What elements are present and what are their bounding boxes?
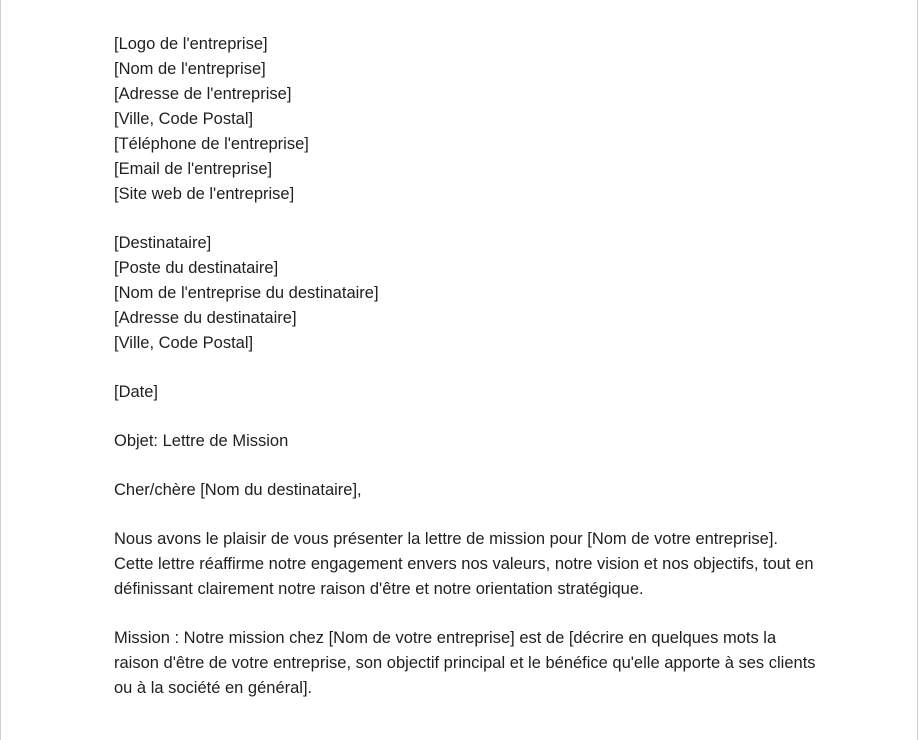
recipient-position: [Poste du destinataire] — [114, 259, 279, 277]
sender-email: [Email de l'entreprise] — [114, 160, 273, 178]
sender-phone: [Téléphone de l'entreprise] — [114, 135, 309, 153]
intro-paragraph: Nous avons le plaisir de vous présenter la lettre de mission pour [Nom de votre entreprise]. Cette lettre réaffirme notre engagement envers nos valeurs, notre vision et nos objectifs, tout en définissant clairement notre raison d'être et notre orientation stratégique. — [114, 530, 814, 598]
sender-city-postal: [Ville, Code Postal] — [114, 110, 254, 128]
letter-salutation: Cher/chère [Nom du destinataire], — [114, 481, 362, 499]
sender-website: [Site web de l'entreprise] — [114, 185, 295, 203]
recipient-name: [Destinataire] — [114, 234, 212, 252]
sender-company-name: [Nom de l'entreprise] — [114, 60, 266, 78]
recipient-company: [Nom de l'entreprise du destinataire] — [114, 284, 379, 302]
recipient-city-postal: [Ville, Code Postal] — [114, 334, 254, 352]
sender-address: [Adresse de l'entreprise] — [114, 85, 292, 103]
recipient-address: [Adresse du destinataire] — [114, 309, 297, 327]
sender-logo-placeholder: [Logo de l'entreprise] — [114, 35, 268, 53]
letter-subject: Objet: Lettre de Mission — [114, 432, 289, 450]
letter-body — [114, 32, 819, 725]
mission-paragraph: Mission : Notre mission chez [Nom de votre entreprise] est de [décrire en quelques mots la raison d'être de votre entreprise, son objectif principal et le bénéfice qu'elle apporte à ses clients ou à la société en général]. — [114, 629, 816, 697]
recipient-address-block — [114, 231, 819, 356]
letter-date: [Date] — [114, 383, 159, 401]
sender-address-block — [114, 32, 819, 207]
